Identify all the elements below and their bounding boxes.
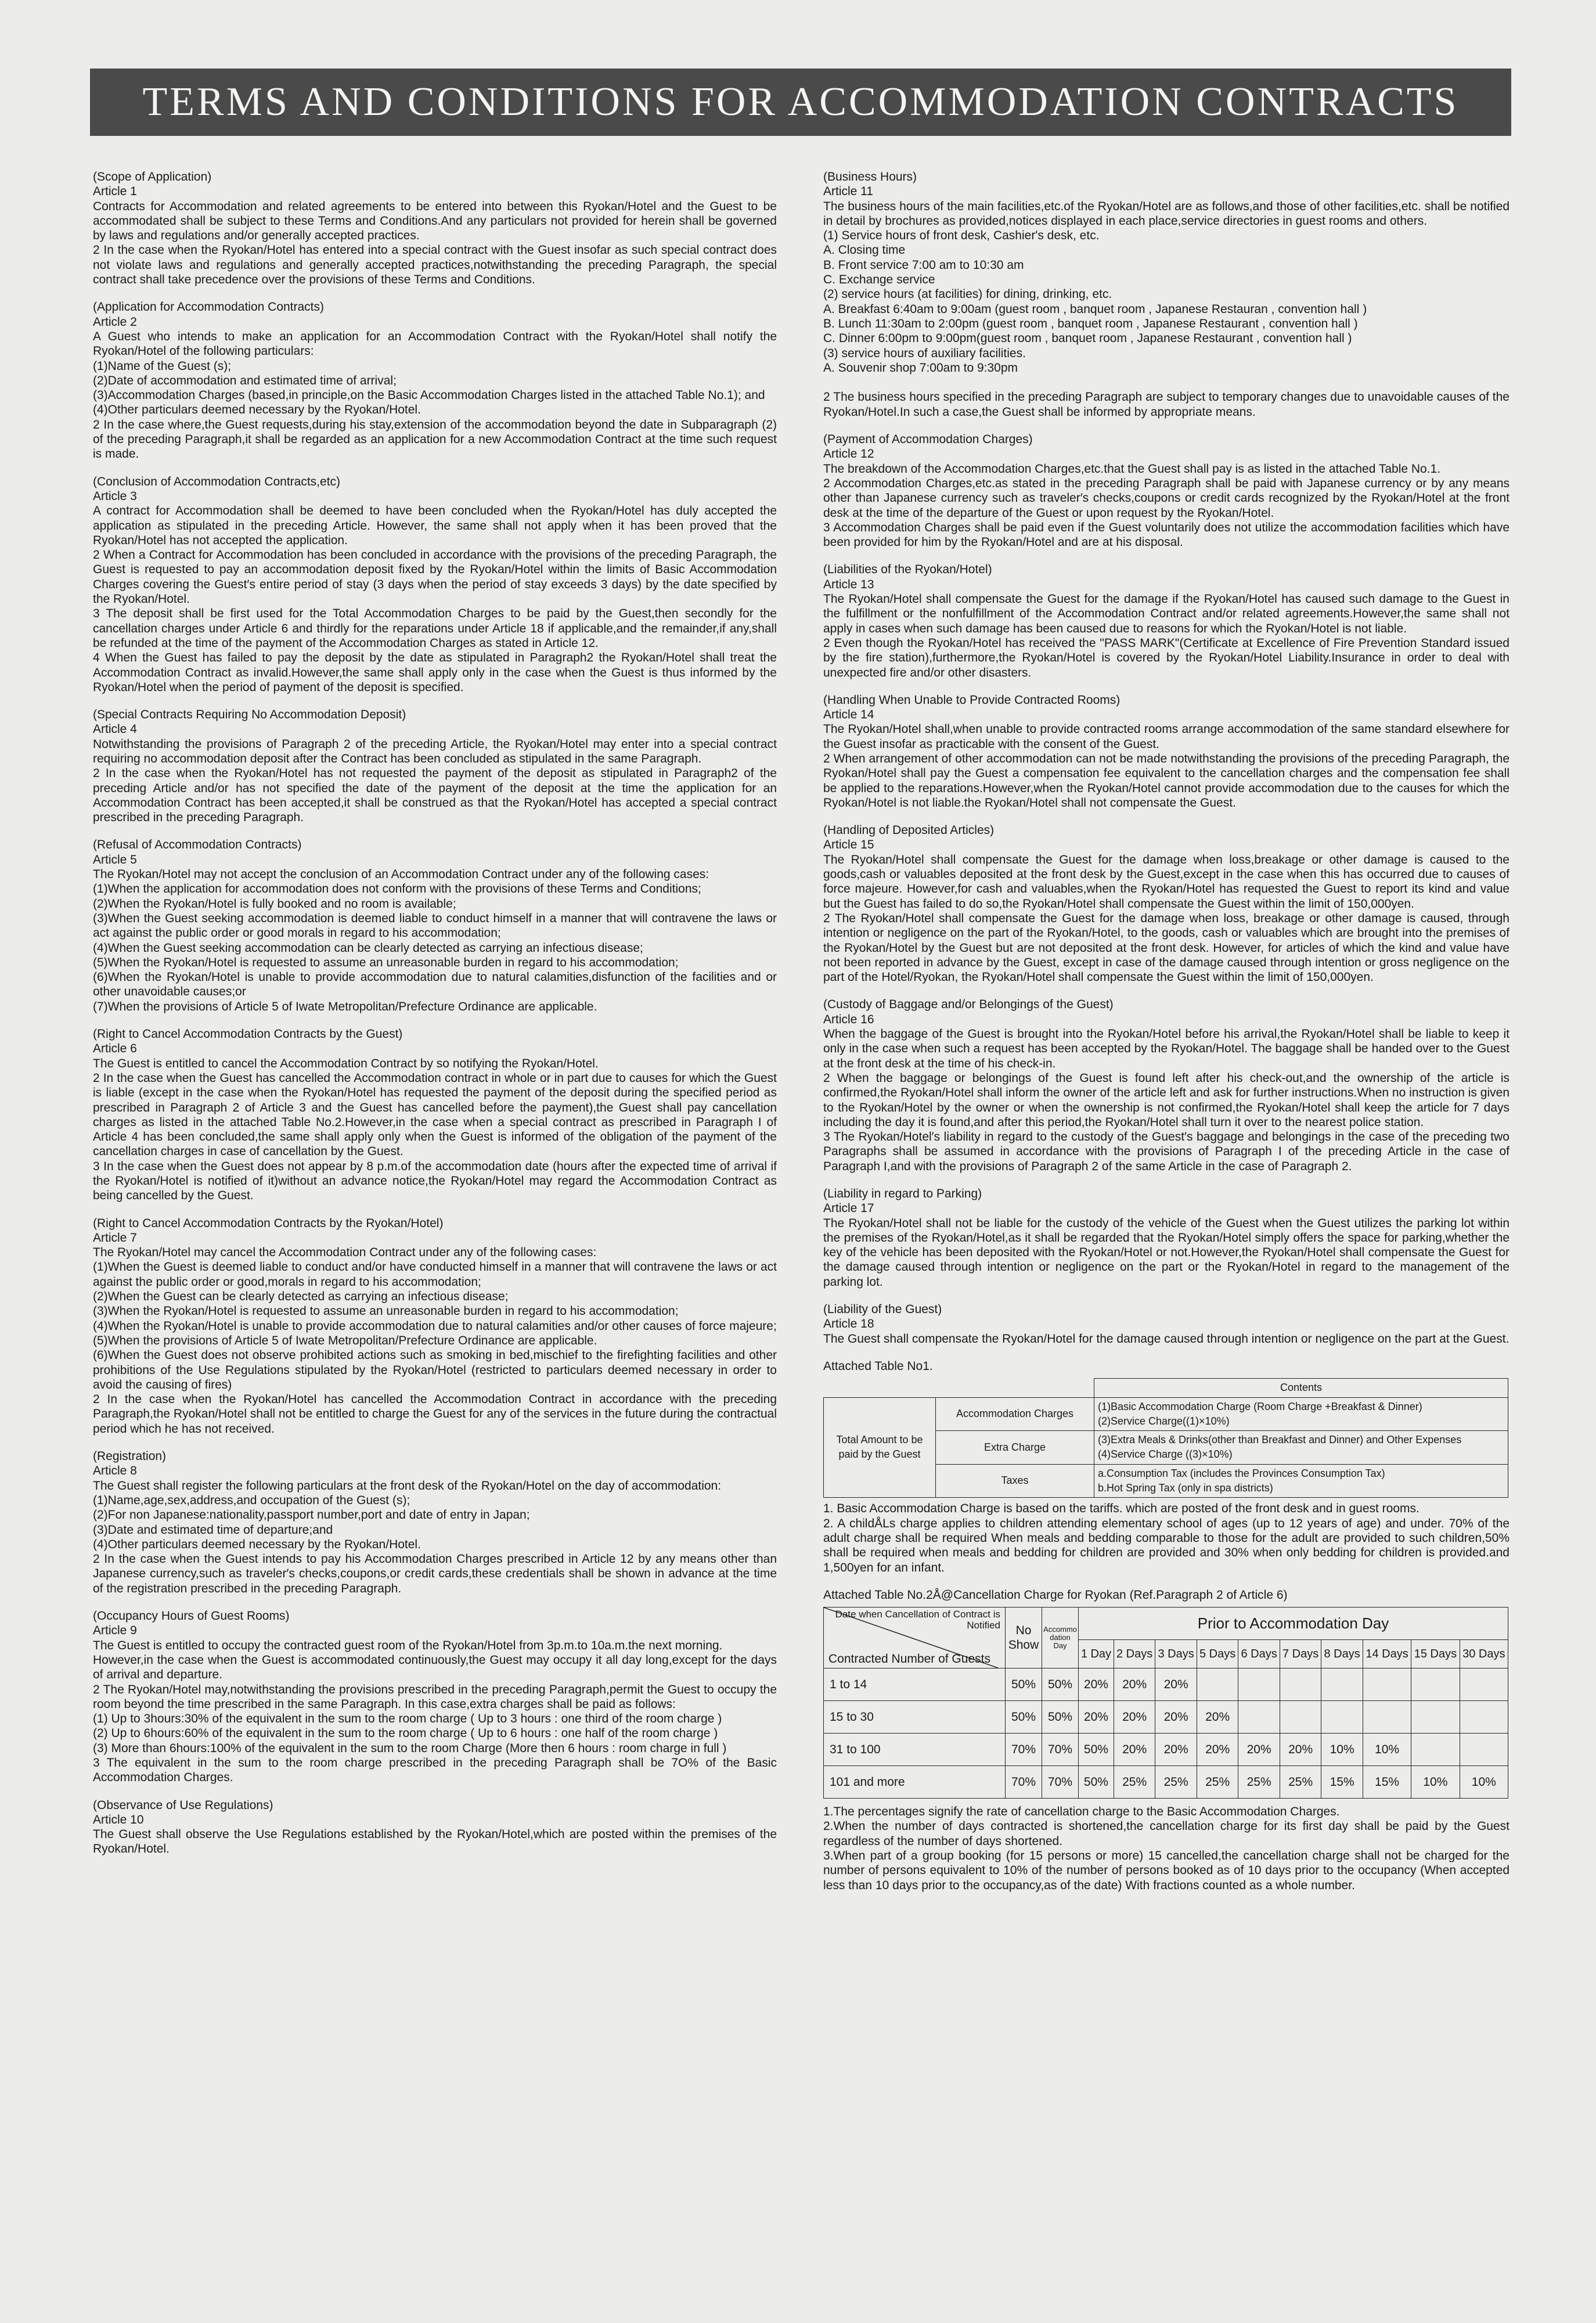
article-paragraph: A contract for Accommodation shall be deemed to have been concluded when the Ryokan/Hotel has duly accepted the application as stipulated in the preceding Article. However, the same shall not apply when it has been proved that the Ryokan/Hotel has not accepted the application.	[93, 504, 777, 547]
article-paragraph: (5)When the provisions of Article 5 of Iwate Metropolitan/Prefecture Ordinance are applicable.	[93, 1333, 597, 1347]
article-paragraph: 2 The business hours specified in the preceding Paragraph are subject to temporary changes due to unavoidable causes of the Ryokan/Hotel.In such a case,the Guest shall be informed by appropriate means.	[823, 390, 1509, 419]
article-paragraph: (3)Date and estimated time of departure;and	[93, 1523, 333, 1537]
table1-item: (3)Extra Meals & Drinks(other than Breakfast and Dinner) and Other Expenses	[1098, 1434, 1462, 1446]
article-paragraph: (1)When the Guest is deemed liable to conduct and/or have conducted himself in a manner that will contravene the laws or act against the public order or good,morals in regard to his accommodation;	[93, 1260, 777, 1289]
article-paragraph: However,in the case when the Guest is accommodated continuously,the Guest may occupy it all day long,except for the days of arrival and departure.	[93, 1653, 777, 1682]
charge-cell: 50%	[1042, 1668, 1079, 1701]
charge-cell: 25%	[1114, 1766, 1155, 1799]
table-row	[824, 1734, 1508, 1766]
charge-cell: 50%	[1079, 1734, 1114, 1766]
article-paragraph: C. Dinner 6:00pm to 9:00pm(guest room , banquet room , Japanese Restaurant , convention hall )	[823, 332, 1352, 346]
article-paragraph: (2)Date of accommodation and estimated time of arrival;	[93, 373, 397, 387]
article-paragraph: (4)When the Ryokan/Hotel is unable to provide accommodation due to natural calamities and/or other causes of force majeure;	[93, 1319, 777, 1333]
table2-note: 2.When the number of days contracted is shortened,the cancellation charge for its first day shall be paid by the Guest regardless of the number of days shortened.	[823, 1819, 1509, 1848]
charge-cell: 50%	[1006, 1668, 1042, 1701]
charge-cell: 20%	[1280, 1734, 1321, 1766]
article-paragraph: 2 In the case when the Ryokan/Hotel has not requested the payment of the deposit as stipulated in Paragraph2 of the preceding Article and/or has not specified the date of the payment of the deposit at the time the application for an Accommodation Contract has been accepted,it shall be construed as that the Ryokan/Hotel has accepted a special contract prescribed in the preceding Paragraph.	[93, 767, 777, 825]
article-paragraph: (3) More than 6hours:100% of the equivalent in the sum to the room Charge (More then 6 hours : room charge in full )	[93, 1741, 727, 1755]
left-column	[93, 170, 777, 1869]
article-paragraph: A Guest who intends to make an application for an Accommodation Contract with the Ryokan/Hotel shall notify the Ryokan/Hotel of the following particulars:	[93, 329, 777, 358]
article-section	[93, 1027, 777, 1203]
table-row	[824, 1668, 1508, 1701]
article-paragraph: 4 When the Guest has failed to pay the deposit by the date as stipulated in Paragraph2 the Ryokan/Hotel shall treat the Accommodation Contract as invalid.However,the same shall apply only in the case when the Guest is thus informed by the Ryokan/Hotel when the period of payment of the deposit is specified.	[93, 651, 777, 694]
article-number: Article 15	[823, 838, 874, 852]
table1-contents-header: Contents	[1094, 1379, 1508, 1397]
article-paragraph: When the baggage of the Guest is brought into the Ryokan/Hotel before his arrival,the Ryokan/Hotel shall be liable to keep it only in the case when such a request has been accepted by the Ryokan/Hotel. The baggage shall be handed over to the Guest at the front desk at the time of his check-in.	[823, 1027, 1509, 1070]
article-paragraph: 2 When a Contract for Accommodation has been concluded in accordance with the provisions of the preceding Paragraph, the Guest is requested to pay an accommodation deposit fixed by the Ryokan/Hotel within the limits of Basic Accommodation Charges covering the Guest′s entire period of stay (3 days when the period of stay exceeds 3 days) by the date specified by the Ryokan/Hotel.	[93, 548, 777, 606]
table1-item: a.Consumption Tax (includes the Provinces Consumption Tax)	[1098, 1467, 1385, 1479]
article-paragraph: 3 Accommodation Charges shall be paid even if the Guest voluntarily does not utilize the accommodation facilities which have been provided for him by the Ryokan/Hotel and are at his disposal.	[823, 520, 1509, 549]
table1-blank	[824, 1379, 1094, 1397]
section-heading: (Application for Accommodation Contracts)	[93, 300, 325, 314]
charge-cell	[1280, 1668, 1321, 1701]
article-paragraph: (3) service hours of auxiliary facilities.	[823, 346, 1026, 360]
article-paragraph: A. Closing time	[823, 243, 906, 257]
article-paragraph: The Ryokan/Hotel shall,when unable to provide contracted rooms arrange accommodation of the same standard elsewhere for the Guest insofar as practicable with the consent of the Guest.	[823, 722, 1509, 751]
article-number: Article 14	[823, 708, 874, 722]
article-number: Article 3	[93, 489, 137, 503]
article-paragraph: (4)Other particulars deemed necessary by the Ryokan/Hotel.	[93, 403, 421, 417]
article-paragraph: 2 In the case where,the Guest requests,during his stay,extension of the accommodation beyond the date in Subparagraph (2) of the preceding Paragraph,it shall be regarded as an application for a new Accommodation Contract at the time such request is made.	[93, 418, 777, 461]
article-number: Article 13	[823, 577, 874, 591]
article-paragraph: The Guest shall observe the Use Regulations established by the Ryokan/Hotel,which are posted within the premises of the Ryokan/Hotel.	[93, 1828, 777, 1856]
row-label: 101 and more	[824, 1766, 1006, 1799]
section-heading: (Handling of Deposited Articles)	[823, 824, 995, 837]
article-paragraph: 2 In the case when the Guest intends to pay his Accommodation Charges prescribed in Article 12 by any means other than Japanese currency,such as traveler′s checks,coupons,or credit cards,these credentials shall be shown in advance at the time of the registration prescribed in the preceding Paragraph.	[93, 1552, 777, 1595]
article-section	[823, 823, 1509, 984]
article-section	[823, 432, 1509, 549]
article-paragraph: The Ryokan/Hotel shall compensate the Guest for the damage if the Ryokan/Hotel has caused such damage to the Guest in the fulfillment or the nonfulfillment of the Accommodation Contract and/or related agreements.However,the same shall not apply in cases when such damage has been caused due to reasons for which the Ryokan/Hotel is not liable.	[823, 592, 1509, 635]
table2-corner	[824, 1608, 1006, 1668]
article-paragraph: (3)Accommodation Charges (based,in principle,on the Basic Accommodation Charges listed in the attached Table No.1); and	[93, 389, 765, 402]
article-number: Article 11	[823, 185, 873, 199]
article-paragraph: (4)Other particulars deemed necessary by the Ryokan/Hotel.	[93, 1537, 421, 1551]
table1-item: (4)Service Charge ((3)×10%)	[1098, 1448, 1233, 1461]
charge-cell	[1460, 1734, 1508, 1766]
article-paragraph: 2 In the case when the Ryokan/Hotel has cancelled the Accommodation Contract in accordance with the preceding Paragraph,the Ryokan/Hotel shall not be entitled to charge the Guest for any of the services in the future during the contractual period which he has not received.	[93, 1393, 777, 1436]
charge-cell: 20%	[1114, 1701, 1155, 1734]
charge-cell: 10%	[1411, 1766, 1460, 1799]
section-heading: (Payment of Accommodation Charges)	[823, 433, 1033, 447]
charge-cell: 25%	[1238, 1766, 1280, 1799]
article-paragraph: (3)When the Ryokan/Hotel is requested to assume an unreasonable burden in regard to his accommodation;	[93, 1304, 679, 1318]
charge-cell	[1238, 1668, 1280, 1701]
table1-category: Accommodation Charges	[936, 1397, 1094, 1431]
article-paragraph: (1) Up to 3hours:30% of the equivalent in the sum to the room charge ( Up to 3 hours : one third of the room charge )	[93, 1712, 722, 1726]
charge-cell	[1280, 1701, 1321, 1734]
article-paragraph: Contracts for Accommodation and related agreements to be entered into between this Ryokan/Hotel and the Guest to be accommodated shall be subject to these Terms and Conditions.And any particulars not provided for herein shall be governed by laws and regulations and/or generally accepted practices.	[93, 199, 777, 243]
section-heading: (Occupancy Hours of Guest Rooms)	[93, 1609, 290, 1623]
article-paragraph: The Guest is entitled to cancel the Accommodation Contract by so notifying the Ryokan/Hotel.	[93, 1056, 599, 1070]
day-header: 30 Days	[1460, 1639, 1508, 1668]
article-paragraph: 3 In the case when the Guest does not appear by 8 p.m.of the accommodation date (hours after the expected time of arrival if the Ryokan/Hotel is notified of it)without an advance notice,the Ryokan/Hotel may regard the Accommodation Contract as being cancelled by the Guest.	[93, 1159, 777, 1203]
charge-cell: 20%	[1197, 1734, 1238, 1766]
article-paragraph: 2 The Ryokan/Hotel shall compensate the Guest for the damage when loss, breakage or other damage is caused, through intention or negligence on the part of the Ryokan/Hotel, to the goods, cash or valuables which are brought into the premises of the Ryokan/Hotel by the Guest but are not deposited at the front desk. However, for articles of which the kind and value have not been reported in advance by the Guest, except in case of the damage caused through intention or gross negligence on the part of the Hotel/Ryokan, the Ryokan/Hotel shall compensate the Guest within the limit of 150,000yen.	[823, 911, 1509, 984]
table2-body	[824, 1668, 1508, 1799]
day-header: 8 Days	[1321, 1639, 1363, 1668]
table-row	[824, 1766, 1508, 1799]
article-paragraph: (4)When the Guest seeking accommodation can be clearly detected as carrying an infectious disease;	[93, 941, 643, 955]
article-paragraph: 2 In the case when the Guest has cancelled the Accommodation contract in whole or in part due to causes for which the Guest is liable (except in the case when the Ryokan/Hotel has requested the payment of the deposit during the specified period as prescribed in Paragraph 2 of Article 3 and the Guest has cancelled before the payment),the Guest shall pay cancellation charges as listed in the attached Table No.2.However,in the case when a special contract as prescribed in Paragraph I of Article 4 has been concluded,the same shall apply only when the Guest is informed of the obligation of the payment of the cancellation charges in case of cancellation by the Guest.	[93, 1071, 777, 1159]
article-paragraph: The Guest shall register the following particulars at the front desk of the Ryokan/Hotel on the day of accommodation:	[93, 1479, 722, 1493]
attached-table-1	[823, 1378, 1508, 1498]
article-paragraph: The Guest is entitled to occupy the contracted guest room of the Ryokan/Hotel from 3p.m.to 10a.m.the next morning.	[93, 1638, 723, 1652]
charge-cell	[1197, 1668, 1238, 1701]
day-header: 6 Days	[1238, 1639, 1280, 1668]
article-number: Article 12	[823, 447, 874, 461]
article-paragraph: The Ryokan/Hotel may not accept the conclusion of an Accommodation Contract under any of the following cases:	[93, 868, 709, 882]
charge-cell: 20%	[1079, 1668, 1114, 1701]
charge-cell	[1460, 1701, 1508, 1734]
corner-top-label: Date when Cancellation of Contract is Notified	[835, 1609, 1000, 1631]
section-heading: (Handling When Unable to Provide Contracted Rooms)	[823, 693, 1121, 707]
table1-note: 2. A childÅLs charge applies to children attending elementary school of ages (up to 12 years of age) and under. 70% of the adult charge shall be required When meals and bedding comparable to those for the adult are provided to such children,50% shall be required when meals and bedding for children are provided and 30% when only bedding for children is provided.and 1,500yen for an infant.	[823, 1516, 1509, 1574]
section-heading: (Right to Cancel Accommodation Contracts by the Ryokan/Hotel)	[93, 1216, 444, 1230]
charge-cell: 25%	[1197, 1766, 1238, 1799]
article-number: Article 8	[93, 1464, 137, 1478]
article-paragraph: (6)When the Ryokan/Hotel is unable to provide accommodation due to natural calamities,disfunction of the facilities and or other unavoidable causes;or	[93, 970, 777, 999]
article-paragraph: (2) Up to 6hours:60% of the equivalent in the sum to the room charge ( Up to 6 hours : one half of the room charge )	[93, 1727, 718, 1741]
article-paragraph: The Ryokan/Hotel may cancel the Accommodation Contract under any of the following cases:	[93, 1246, 597, 1260]
article-number: Article 7	[93, 1231, 137, 1245]
article-section	[823, 562, 1509, 679]
charge-cell	[1363, 1701, 1411, 1734]
article-paragraph: 2 When the baggage or belongings of the Guest is found left after his check-out,and the ownership of the article is confirmed,the Ryokan/Hotel shall inform the owner of the article left and ask for further instructions.When no instruction is given to the Ryokan/Hotel by the owner or when the ownership is not confirmed,the Ryokan/Hotel shall keep the article for 7 days including the day it is found,and after this period,the Ryokan/Hotel shall turn it over to the nearest police station.	[823, 1071, 1509, 1129]
table1-category: Extra Charge	[936, 1431, 1094, 1465]
article-section	[93, 170, 777, 287]
article-paragraph: The business hours of the main facilities,etc.of the Ryokan/Hotel are as follows,and those of other facilities,etc. shall be notified in detail by brochures as provided,notices displayed in each place,service directories in guest rooms and others.	[823, 199, 1509, 228]
title-banner	[90, 69, 1511, 136]
article-paragraph: (1)When the application for accommodation does not conform with the provisions of these Terms and Conditions;	[93, 882, 701, 896]
table2-notes	[823, 1804, 1509, 1893]
table1-notes	[823, 1501, 1509, 1574]
article-paragraph: The Guest shall compensate the Ryokan/Hotel for the damage caused through intention or negligence on the part at the Guest.	[823, 1332, 1509, 1346]
section-heading: (Custody of Baggage and/or Belongings of the Guest)	[823, 998, 1114, 1012]
article-number: Article 2	[93, 315, 137, 329]
article-number: Article 6	[93, 1042, 137, 1056]
article-paragraph: The Ryokan/Hotel shall compensate the Guest for the damage when loss,breakage or other damage is caused to the goods,cash or valuables deposited at the front desk by the Guest,except in the case when this has occurred due to causes of force majeure. However,for cash and valuables,when the Ryokan/Hotel has requested the Guest to report its kind and value but the Guest has failed to do so,the Ryokan/Hotel shall compensate the Guest within the limit of 150,000yen.	[823, 853, 1509, 911]
article-number: Article 4	[93, 722, 137, 736]
article-paragraph	[823, 375, 1509, 390]
article-section	[823, 170, 1509, 419]
charge-cell: 20%	[1114, 1734, 1155, 1766]
charge-cell: 25%	[1155, 1766, 1197, 1799]
section-heading: (Liability of the Guest)	[823, 1303, 942, 1317]
section-heading: (Liability in regard to Parking)	[823, 1187, 982, 1200]
section-heading: (Special Contracts Requiring No Accommodation Deposit)	[93, 708, 406, 722]
table1-note: 1. Basic Accommodation Charge is based on the tariffs. which are posted of the front desk and in guest rooms.	[823, 1502, 1420, 1516]
article-paragraph: 2 In the case when the Ryokan/Hotel has entered into a special contract with the Guest insofar as such special contract does not violate laws and regulations and generally accepted practices,notwithstanding the preceding Paragraph, the special contract shall take precedence over the provisions of these Terms and Conditions.	[93, 243, 777, 287]
charge-cell: 15%	[1321, 1766, 1363, 1799]
table1-caption: Attached Table No1.	[823, 1359, 933, 1373]
section-heading: (Scope of Application)	[93, 170, 212, 184]
row-label: 31 to 100	[824, 1734, 1006, 1766]
article-paragraph: 3 The deposit shall be first used for the Total Accommodation Charges to be paid by the Guest,then secondly for the cancellation charges under Article 6 and thirdly for the reparations under Article 18 if applicable,and the remainder,if any,shall be refunded at the time of the payment of the Accommodation Charges as stated in Article 12.	[93, 607, 777, 650]
article-paragraph: C. Exchange service	[823, 273, 935, 287]
article-paragraph: B. Lunch 11:30am to 2:00pm (guest room , banquet room , Japanese Restaurant , convention hall )	[823, 317, 1358, 330]
accom-day-header: Accommo dation Day	[1042, 1608, 1079, 1668]
charge-cell: 50%	[1079, 1766, 1114, 1799]
article-section	[93, 1449, 777, 1596]
table2-note: 3.When part of a group booking (for 15 persons or more) 15 cancelled,the cancellation charge shall not be charged for the number of persons equivalent to 10% of the number of persons booked as of 10 days prior to the occupancy (When accepted less than 10 days prior to the occupancy,as of the date) With fractions counted as a whole number.	[823, 1849, 1509, 1892]
article-number: Article 1	[93, 185, 137, 199]
charge-cell: 50%	[1006, 1701, 1042, 1734]
article-paragraph: (1)Name,age,sex,address,and occupation of the Guest (s);	[93, 1493, 410, 1507]
charge-cell	[1238, 1701, 1280, 1734]
charge-cell	[1411, 1734, 1460, 1766]
article-paragraph: 2 Accommodation Charges,etc.as stated in the preceding Paragraph shall be paid with Japanese currency or by any means other than Japanese currency such as traveler′s checks,coupons or credit cards recognized by the Ryokan/Hotel at the front desk at the time of the departure of the Guest or upon request by the Ryokan/Hotel.	[823, 476, 1509, 520]
charge-cell	[1411, 1701, 1460, 1734]
article-section	[93, 474, 777, 695]
article-paragraph: (2)When the Guest can be clearly detected as carrying an infectious disease;	[93, 1290, 509, 1304]
article-number: Article 17	[823, 1202, 874, 1216]
right-column	[823, 170, 1509, 1893]
table2-note: 1.The percentages signify the rate of cancellation charge to the Basic Accommodation Charges.	[823, 1805, 1340, 1819]
article-paragraph: The Ryokan/Hotel shall not be liable for the custody of the vehicle of the Guest when the Guest utilizes the parking lot within the premises of the Ryokan/Hotel,as it shall be regarded that the Ryokan/Hotel simply offers the space for parking,whether the key of the vehicle has been deposited with the Ryokan/Hotel or not.However,the Ryokan/Hotel shall compensate the Guest for the damage caused through intention or negligence on the part or the Ryokan/Hotel in regard to the management of the parking lot.	[823, 1216, 1509, 1289]
day-header: 14 Days	[1363, 1639, 1411, 1668]
charge-cell: 70%	[1006, 1734, 1042, 1766]
day-header: 1 Day	[1079, 1639, 1114, 1668]
table2-caption: Attached Table No.2Å@Cancellation Charge for Ryokan (Ref.Paragraph 2 of Article 6)	[823, 1588, 1288, 1602]
day-header: 15 Days	[1411, 1639, 1460, 1668]
charge-cell	[1411, 1668, 1460, 1701]
article-paragraph: (2)When the Ryokan/Hotel is fully booked and no room is available;	[93, 897, 456, 911]
article-paragraph: 2 Even though the Ryokan/Hotel has received the "PASS MARK"(Certificate at Excellence of Fire Prevention Standard issued by the fire station),furthermore,the Ryokan/Hotel is covered by the Ryokan/Hotel Liability.Insurance in order to deal with unexpected fire and/or other disasters.	[823, 636, 1509, 679]
article-paragraph: A. Breakfast 6:40am to 9:00am (guest room , banquet room , Japanese Restauran , convention hall )	[823, 302, 1367, 316]
article-number: Article 18	[823, 1317, 874, 1331]
table1-items	[1094, 1464, 1508, 1498]
table-row	[824, 1701, 1508, 1734]
section-heading: (Liabilities of the Ryokan/Hotel)	[823, 563, 992, 577]
table1-item: b.Hot Spring Tax (only in spa districts)	[1098, 1482, 1273, 1494]
article-section	[93, 1609, 777, 1785]
table1-items	[1094, 1431, 1508, 1465]
article-section	[823, 693, 1509, 810]
table1-items	[1094, 1397, 1508, 1431]
article-section	[93, 1216, 777, 1436]
attached-table-2	[823, 1607, 1508, 1799]
charge-cell: 20%	[1155, 1734, 1197, 1766]
article-paragraph: (7)When the provisions of Article 5 of Iwate Metropolitan/Prefecture Ordinance are applicable.	[93, 999, 597, 1013]
charge-cell	[1321, 1701, 1363, 1734]
row-label: 1 to 14	[824, 1668, 1006, 1701]
no-show-header: No Show	[1006, 1608, 1042, 1668]
table1-item: (1)Basic Accommodation Charge (Room Charge +Breakfast & Dinner)	[1098, 1400, 1422, 1412]
table1-item: (2)Service Charge((1)×10%)	[1098, 1415, 1230, 1427]
charge-cell: 20%	[1114, 1668, 1155, 1701]
article-paragraph: (2) service hours (at facilities) for dining, drinking, etc.	[823, 287, 1112, 301]
day-header: 3 Days	[1155, 1639, 1197, 1668]
article-paragraph: 3 The equivalent in the sum to the room charge prescribed in the preceding Paragraph shall be 7O% of the Basic Accommodation Charges.	[93, 1756, 777, 1785]
section-heading: (Observance of Use Regulations)	[93, 1798, 273, 1812]
article-paragraph: (2)For non Japanese:nationality,passport number,port and date of entry in Japan;	[93, 1508, 530, 1522]
charge-cell: 20%	[1238, 1734, 1280, 1766]
article-paragraph: (3)When the Guest seeking accommodation is deemed liable to conduct himself in a manner that will contravene the laws or act against the public order or good morals in regard to his accommodation;	[93, 911, 777, 940]
article-number: Article 16	[823, 1012, 874, 1026]
section-heading: (Right to Cancel Accommodation Contracts by the Guest)	[93, 1027, 403, 1041]
charge-cell: 70%	[1006, 1766, 1042, 1799]
article-section	[93, 300, 777, 461]
charge-cell	[1321, 1668, 1363, 1701]
document-title: TERMS AND CONDITIONS FOR ACCOMMODATION CONTRACTS	[142, 80, 1459, 124]
right-sections	[823, 170, 1509, 1346]
article-number: Article 5	[93, 853, 137, 866]
day-header: 7 Days	[1280, 1639, 1321, 1668]
article-paragraph: B. Front service 7:00 am to 10:30 am	[823, 258, 1024, 272]
article-paragraph: (1)Name of the Guest (s);	[93, 359, 232, 373]
article-section	[823, 1302, 1509, 1346]
charge-cell	[1363, 1668, 1411, 1701]
day-header: 5 Days	[1197, 1639, 1238, 1668]
charge-cell: 70%	[1042, 1766, 1079, 1799]
table1-category: Taxes	[936, 1464, 1094, 1498]
charge-cell: 20%	[1155, 1668, 1197, 1701]
charge-cell: 20%	[1197, 1701, 1238, 1734]
article-section	[823, 997, 1509, 1174]
article-paragraph: 2 When arrangement of other accommodation can not be made notwithstanding the provisions of the preceding Paragraph, the Ryokan/Hotel shall pay the Guest a compensation fee equivalent to the cancellation charges and the compensation fee shall be applied to the reparations.However,when the Ryokan/Hotel cannot provide accommodation due to the causes for which the Ryokan/Hotel is not liable.the Ryokan/Hotel shall not compensate the Guest.	[823, 751, 1509, 810]
charge-cell: 25%	[1280, 1766, 1321, 1799]
article-paragraph: The breakdown of the Accommodation Charges,etc.that the Guest shall pay is as listed in the attached Table No.1.	[823, 462, 1441, 476]
corner-bottom-label: Contracted Number of Guests	[828, 1652, 990, 1666]
table1-row-header: Total Amount to be paid by the Guest	[824, 1397, 936, 1498]
article-paragraph: 3 The Ryokan/Hotel′s liability in regard to the custody of the Guest′s baggage and belongings in the case of the preceding two Paragraphs shall be assumed in accordance with the provisions of Paragraph I of the preceding Article in the case of Paragraph I,and with the provisions of Paragraph 2 of the same Article in the case of Paragraph 2.	[823, 1130, 1509, 1173]
section-heading: (Registration)	[93, 1450, 167, 1463]
charge-cell: 70%	[1042, 1734, 1079, 1766]
charge-cell: 15%	[1363, 1766, 1411, 1799]
article-paragraph: (5)When the Ryokan/Hotel is requested to assume an unreasonable burden in regard to his accommodation;	[93, 955, 679, 969]
day-header: 2 Days	[1114, 1639, 1155, 1668]
row-label: 15 to 30	[824, 1701, 1006, 1734]
section-heading: (Refusal of Accommodation Contracts)	[93, 838, 302, 852]
charge-cell: 10%	[1460, 1766, 1508, 1799]
article-paragraph: Notwithstanding the provisions of Paragraph 2 of the preceding Article, the Ryokan/Hotel may enter into a special contract requiring no accommodation deposit after the Contract has been concluded as stipulated in the same Paragraph.	[93, 737, 777, 765]
section-heading: (Business Hours)	[823, 170, 917, 184]
charge-cell: 20%	[1155, 1701, 1197, 1734]
charge-cell: 50%	[1042, 1701, 1079, 1734]
article-paragraph: (1) Service hours of front desk, Cashier's desk, etc.	[823, 229, 1100, 243]
charge-cell: 10%	[1363, 1734, 1411, 1766]
article-paragraph: A. Souvenir shop 7:00am to 9:30pm	[823, 361, 1018, 375]
article-section	[93, 707, 777, 825]
article-paragraph: 2 The Ryokan/Hotel may,notwithstanding the provisions prescribed in the preceding Paragraph,permit the Guest to occupy the room beyond the time prescribed in the same Paragraph. In this case,extra charges shall be paid as follows:	[93, 1682, 777, 1711]
article-paragraph: (6)When the Guest does not observe prohibited actions such as smoking in bed,mischief to the firefighting facilities and other prohibitions of the Use Regulations stipulated by the Ryokan/Hotel (restricted to particulars deemed necessary in order to avoid the causing of fires)	[93, 1349, 777, 1391]
article-section	[93, 837, 777, 1014]
charge-cell: 10%	[1321, 1734, 1363, 1766]
article-number: Article 9	[93, 1624, 137, 1638]
section-heading: (Conclusion of Accommodation Contracts,etc)	[93, 474, 341, 488]
charge-cell: 20%	[1079, 1701, 1114, 1734]
article-number: Article 10	[93, 1813, 144, 1826]
prior-header: Prior to Accommodation Day	[1079, 1608, 1508, 1640]
article-section	[93, 1798, 777, 1857]
article-section	[823, 1186, 1509, 1289]
charge-cell	[1460, 1668, 1508, 1701]
